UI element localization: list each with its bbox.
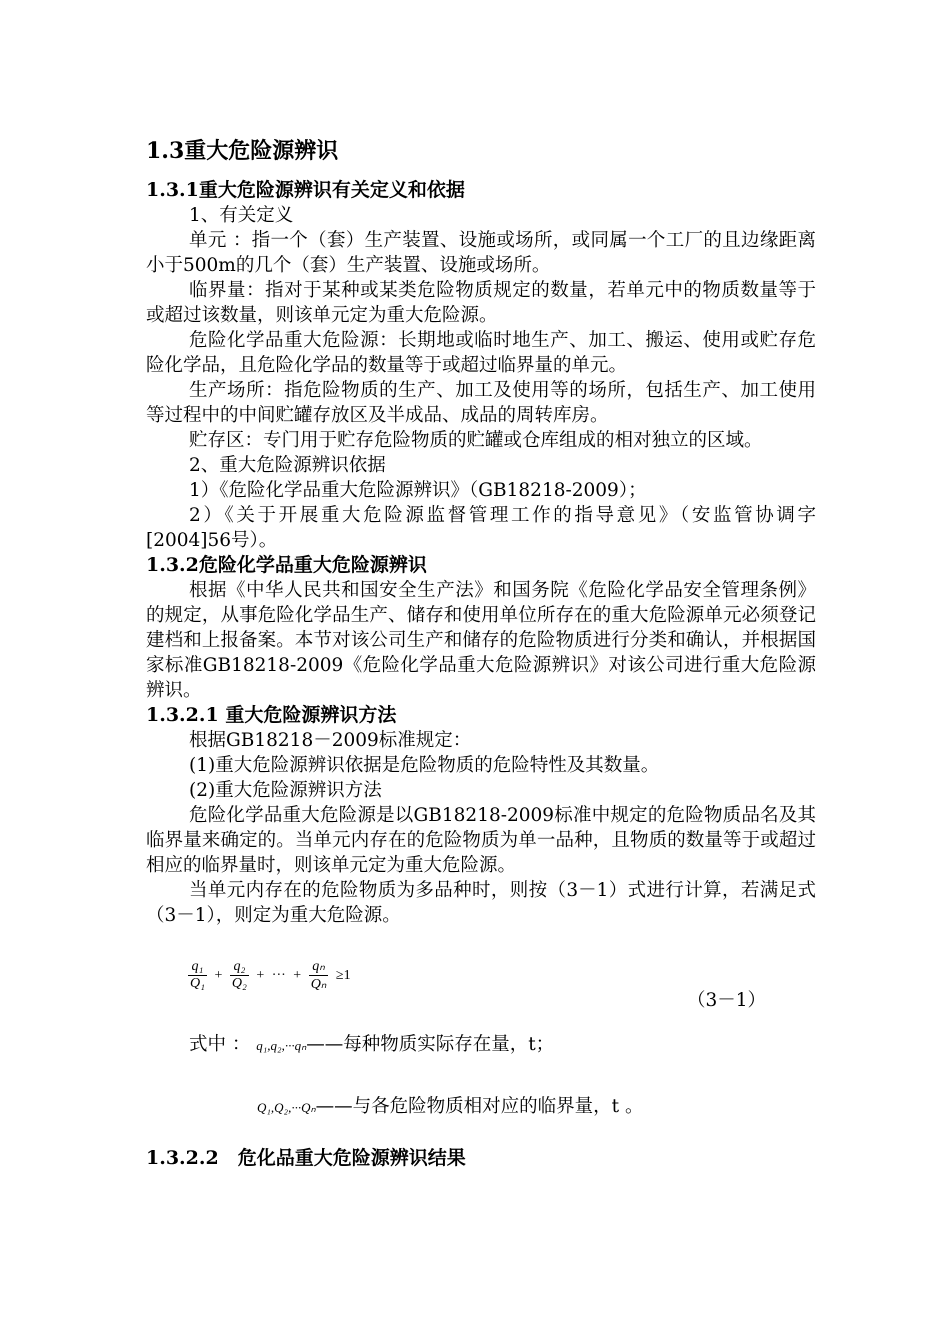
- section-heading-1-3: 1.3重大危险源辨识: [146, 138, 339, 164]
- definition-storage-area: 贮存区：专门用于贮存危险物质的贮罐或仓库组成的相对独立的区域。: [189, 430, 763, 451]
- plus-sign-3: +: [293, 967, 302, 983]
- method-paragraph-1: 根据GB18218－2009标准规定：: [189, 730, 472, 751]
- basis-item-1: 1）《危险化学品重大危险源辨识》（GB18218-2009）；: [189, 480, 647, 501]
- section-heading-1-3-2: 1.3.2危险化学品重大危险源辨识: [146, 554, 427, 576]
- method-paragraph-2: (1)重大危险源辨识依据是危险物质的危险特性及其数量。: [189, 755, 660, 776]
- legend-Q-symbols: Q₁,Q₂,···Qₙ: [257, 1100, 316, 1115]
- fraction-n: [309, 958, 329, 993]
- definition-critical-quantity: 临界量：指对于某种或某类危险物质规定的数量，若单元中的物质数量等于或超过该数量，则该单元定为重大危险源。: [146, 280, 816, 326]
- fraction-1: [188, 959, 207, 992]
- method-paragraph-3: (2)重大危险源辨识方法: [189, 780, 382, 801]
- paragraph-1-3-2: 根据《中华人民共和国安全生产法》和国务院《危险化学品安全管理条例》的规定，从事危险化学品生产、储存和使用单位所存在的重大危险源单元必须登记建档和上报备案。本节对该公司生产和储存的危险物质进行分类和确认，并根据国家标准GB18218-2009《危险化学品重大危险源辨识》对该公司进行重大危险源辨识。: [146, 580, 816, 701]
- legend-Q-description: ——与各危险物质相对应的临界量，t 。: [315, 1096, 644, 1117]
- legend-label: 式中 ：: [189, 1034, 251, 1055]
- fraction-1-numerator: q₁: [188, 959, 207, 976]
- basis-title: 2、重大危险源辨识依据: [189, 455, 386, 476]
- section-heading-1-3-2-2: 1.3.2.2 危化品重大危险源辨识结果: [146, 1147, 466, 1169]
- fraction-2: [230, 959, 249, 992]
- ellipsis: ···: [271, 967, 286, 983]
- legend-q-description: ——每种物质实际存在量，t；: [306, 1034, 555, 1055]
- fraction-2-denominator: Q₂: [231, 976, 247, 991]
- formula-3-1: [186, 958, 353, 993]
- definition-major-hazard: 危险化学品重大危险源：长期地或临时地生产、加工、搬运、使用或贮存危险化学品，且危险化学品的数量等于或超过临界量的单元。: [146, 330, 816, 376]
- fraction-n-denominator: Qₙ: [310, 977, 327, 992]
- method-paragraph-4: 危险化学品重大危险源是以GB18218-2009标准中规定的危险物质品名及其临界量来确定的。当单元内存在的危险物质为单一品种，且物质的数量等于或超过相应的临界量时，则该单元定为重大危险源。: [146, 805, 816, 876]
- legend-Q: [146, 1094, 816, 1120]
- geq-one: ≥1: [335, 967, 351, 983]
- legend-q-symbols: q₁,q₂,···qₙ: [256, 1038, 307, 1053]
- equation-number: （3－1）: [686, 990, 766, 1011]
- method-paragraph-5: 当单元内存在的危险物质为多品种时，则按（3－1）式进行计算，若满足式（3－1），则定为重大危险源。: [146, 880, 816, 926]
- plus-sign-1: +: [214, 967, 223, 983]
- definitions-title: 1、有关定义: [189, 205, 294, 226]
- section-heading-1-3-1: 1.3.1重大危险源辨识有关定义和依据: [146, 179, 465, 201]
- plus-sign-2: +: [256, 967, 265, 983]
- section-heading-1-3-2-1: 1.3.2.1 重大危险源辨识方法: [146, 704, 397, 726]
- document-content: [146, 136, 816, 1171]
- fraction-n-numerator: qₙ: [309, 958, 329, 976]
- legend-q: [146, 1032, 816, 1058]
- basis-item-2: 2）《关于开展重大危险源监督管理工作的指导意见》（安监管协调字[2004]56号）。: [146, 505, 816, 551]
- definition-unit: 单元 ：指一个（套）生产装置、设施或场所，或同属一个工厂的且边缘距离小于500m的几个（套）生产装置、设施或场所。: [146, 230, 816, 276]
- definition-production-site: 生产场所：指危险物质的生产、加工及使用等的场所，包括生产、加工使用等过程中的中间贮罐存放区及半成品、成品的周转库房。: [146, 380, 816, 426]
- fraction-2-numerator: q₂: [230, 959, 249, 976]
- formula-block: [146, 958, 816, 1018]
- fraction-1-denominator: Q₁: [190, 976, 205, 991]
